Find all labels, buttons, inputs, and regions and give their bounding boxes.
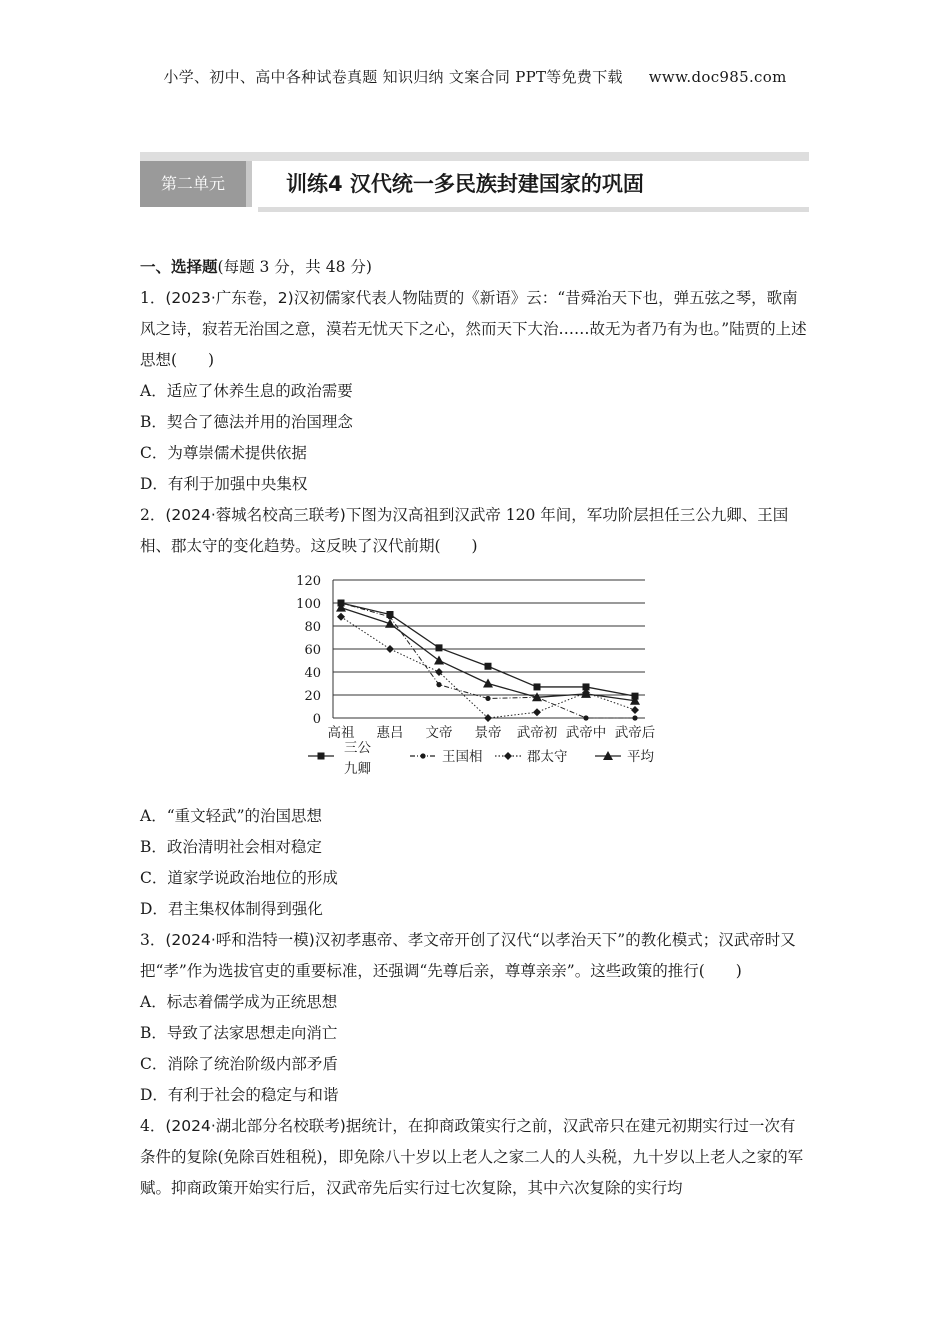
x-tick-label: 惠吕 [376,725,404,741]
legend-marker [504,752,512,760]
option-b[interactable]: B．导致了法家思想走向消亡 [140,1024,338,1042]
banner-top-stripe [140,152,809,161]
data-point [583,715,588,720]
y-tick-label: 0 [312,712,321,727]
x-tick-label: 景帝 [474,725,502,741]
question-number: 1． [140,289,166,307]
data-point [485,663,492,670]
y-tick-label: 80 [304,620,321,635]
option-d[interactable]: D．有利于社会的稳定与和谐 [140,1086,339,1104]
option-c[interactable]: C．消除了统治阶级内部矛盾 [140,1055,338,1073]
question-stem: 汉初儒家代表人物陆贾的《新语》云：“昔舜治天下也，弹五弦之琴，歌南风之诗，寂若无治国之意，漠若无忧天下之心，然而天下大治……故无为者乃有为也。”陆贾的上述思想( ) [140,289,807,369]
data-point [337,613,345,621]
legend-marker [318,753,325,760]
trend-chart-svg [140,565,810,797]
legend-label-line2: 九卿 [344,761,371,777]
data-point [436,682,441,687]
y-tick-label: 20 [304,689,321,704]
section-label: 一、选择题 [140,258,218,276]
unit-banner [140,152,809,212]
x-tick-label: 高祖 [327,725,355,741]
option-a[interactable]: A．标志着儒学成为正统思想 [140,993,338,1011]
legend-label: 郡太守 [527,749,568,765]
header-url[interactable]: www.doc985.com [648,68,787,86]
trend-chart [140,565,810,797]
data-point [533,708,541,716]
option-b[interactable]: B．契合了德法并用的治国理念 [140,413,353,431]
data-point [387,614,392,619]
header-text: 小学、初中、高中各种试卷真题 知识归纳 文案合同 PPT等免费下载 [163,68,623,86]
question-3 [140,925,810,987]
section-heading [140,252,810,283]
option-c[interactable]: C．道家学说政治地位的形成 [140,869,338,887]
question-source: (2024·蓉城名校高三联考) [165,506,346,524]
question-stem: 下图为汉高祖到汉武帝 120 年间，军功阶层担任三公九卿、王国相、郡太守的变化趋势。这反映了汉代前期( ) [140,506,789,555]
question-number: 3． [140,931,166,949]
data-point [534,683,541,690]
question-source: (2023·广东卷，2) [165,289,294,307]
y-tick-label: 60 [304,643,321,658]
question-2 [140,500,810,562]
question-stem: 汉初孝惠帝、孝文帝开创了汉代“以孝治天下”的教化模式；汉武帝时又把“孝”作为选拔官吏的重要标准，还强调“先尊后亲，尊尊亲亲”。这些政策的推行( ) [140,931,796,980]
exercise-content [140,252,810,1204]
option-d[interactable]: D．君主集权体制得到强化 [140,900,323,918]
x-tick-label: 文帝 [425,725,453,741]
y-tick-label: 40 [304,666,321,681]
y-tick-label: 120 [296,574,321,589]
question-stem: 据统计，在抑商政策实行之前，汉武帝只在建元初期实行过一次有条件的复除(免除百姓租税)，即免除八十岁以上老人之家二人的人头税，九十岁以上老人之家的军赋。抑商政策开始实行后，汉武帝先后实行过七次复除，其中六次复除的实行均 [140,1117,804,1197]
legend-label: 三公 [344,740,371,756]
option-c[interactable]: C．为尊崇儒术提供依据 [140,444,307,462]
x-tick-label: 武帝初 [516,725,558,741]
option-d[interactable]: D．有利于加强中央集权 [140,475,308,493]
legend-label: 平均 [627,749,654,765]
question-4 [140,1111,810,1204]
question-number: 2． [140,506,166,524]
question-number: 4． [140,1117,166,1135]
data-point [485,696,490,701]
x-tick-label: 武帝中 [565,725,607,741]
question-source: (2024·呼和浩特一模) [165,931,315,949]
data-point [632,715,637,720]
page-header [0,66,950,87]
option-b[interactable]: B．政治清明社会相对稳定 [140,838,322,856]
legend-label: 王国相 [442,749,483,765]
page-title: 训练4 汉代统一多民族封建国家的巩固 [286,172,644,196]
legend-marker [420,753,425,758]
x-tick-label: 武帝后 [614,725,656,741]
banner-bottom-stripe [258,207,809,212]
unit-label: 第二单元 [140,161,246,207]
data-point [436,644,443,651]
unit-label-shadow [246,161,252,207]
data-point [631,706,639,714]
option-a[interactable]: A．“重文轻武”的治国思想 [140,807,323,825]
data-point [434,656,444,665]
option-a[interactable]: A．适应了休养生息的政治需要 [140,382,353,400]
question-source: (2024·湖北部分名校联考) [165,1117,346,1135]
question-1 [140,283,810,376]
data-point [386,645,394,653]
y-tick-label: 100 [296,597,321,612]
section-note: (每题 3 分，共 48 分) [217,258,372,276]
data-point [483,679,493,688]
